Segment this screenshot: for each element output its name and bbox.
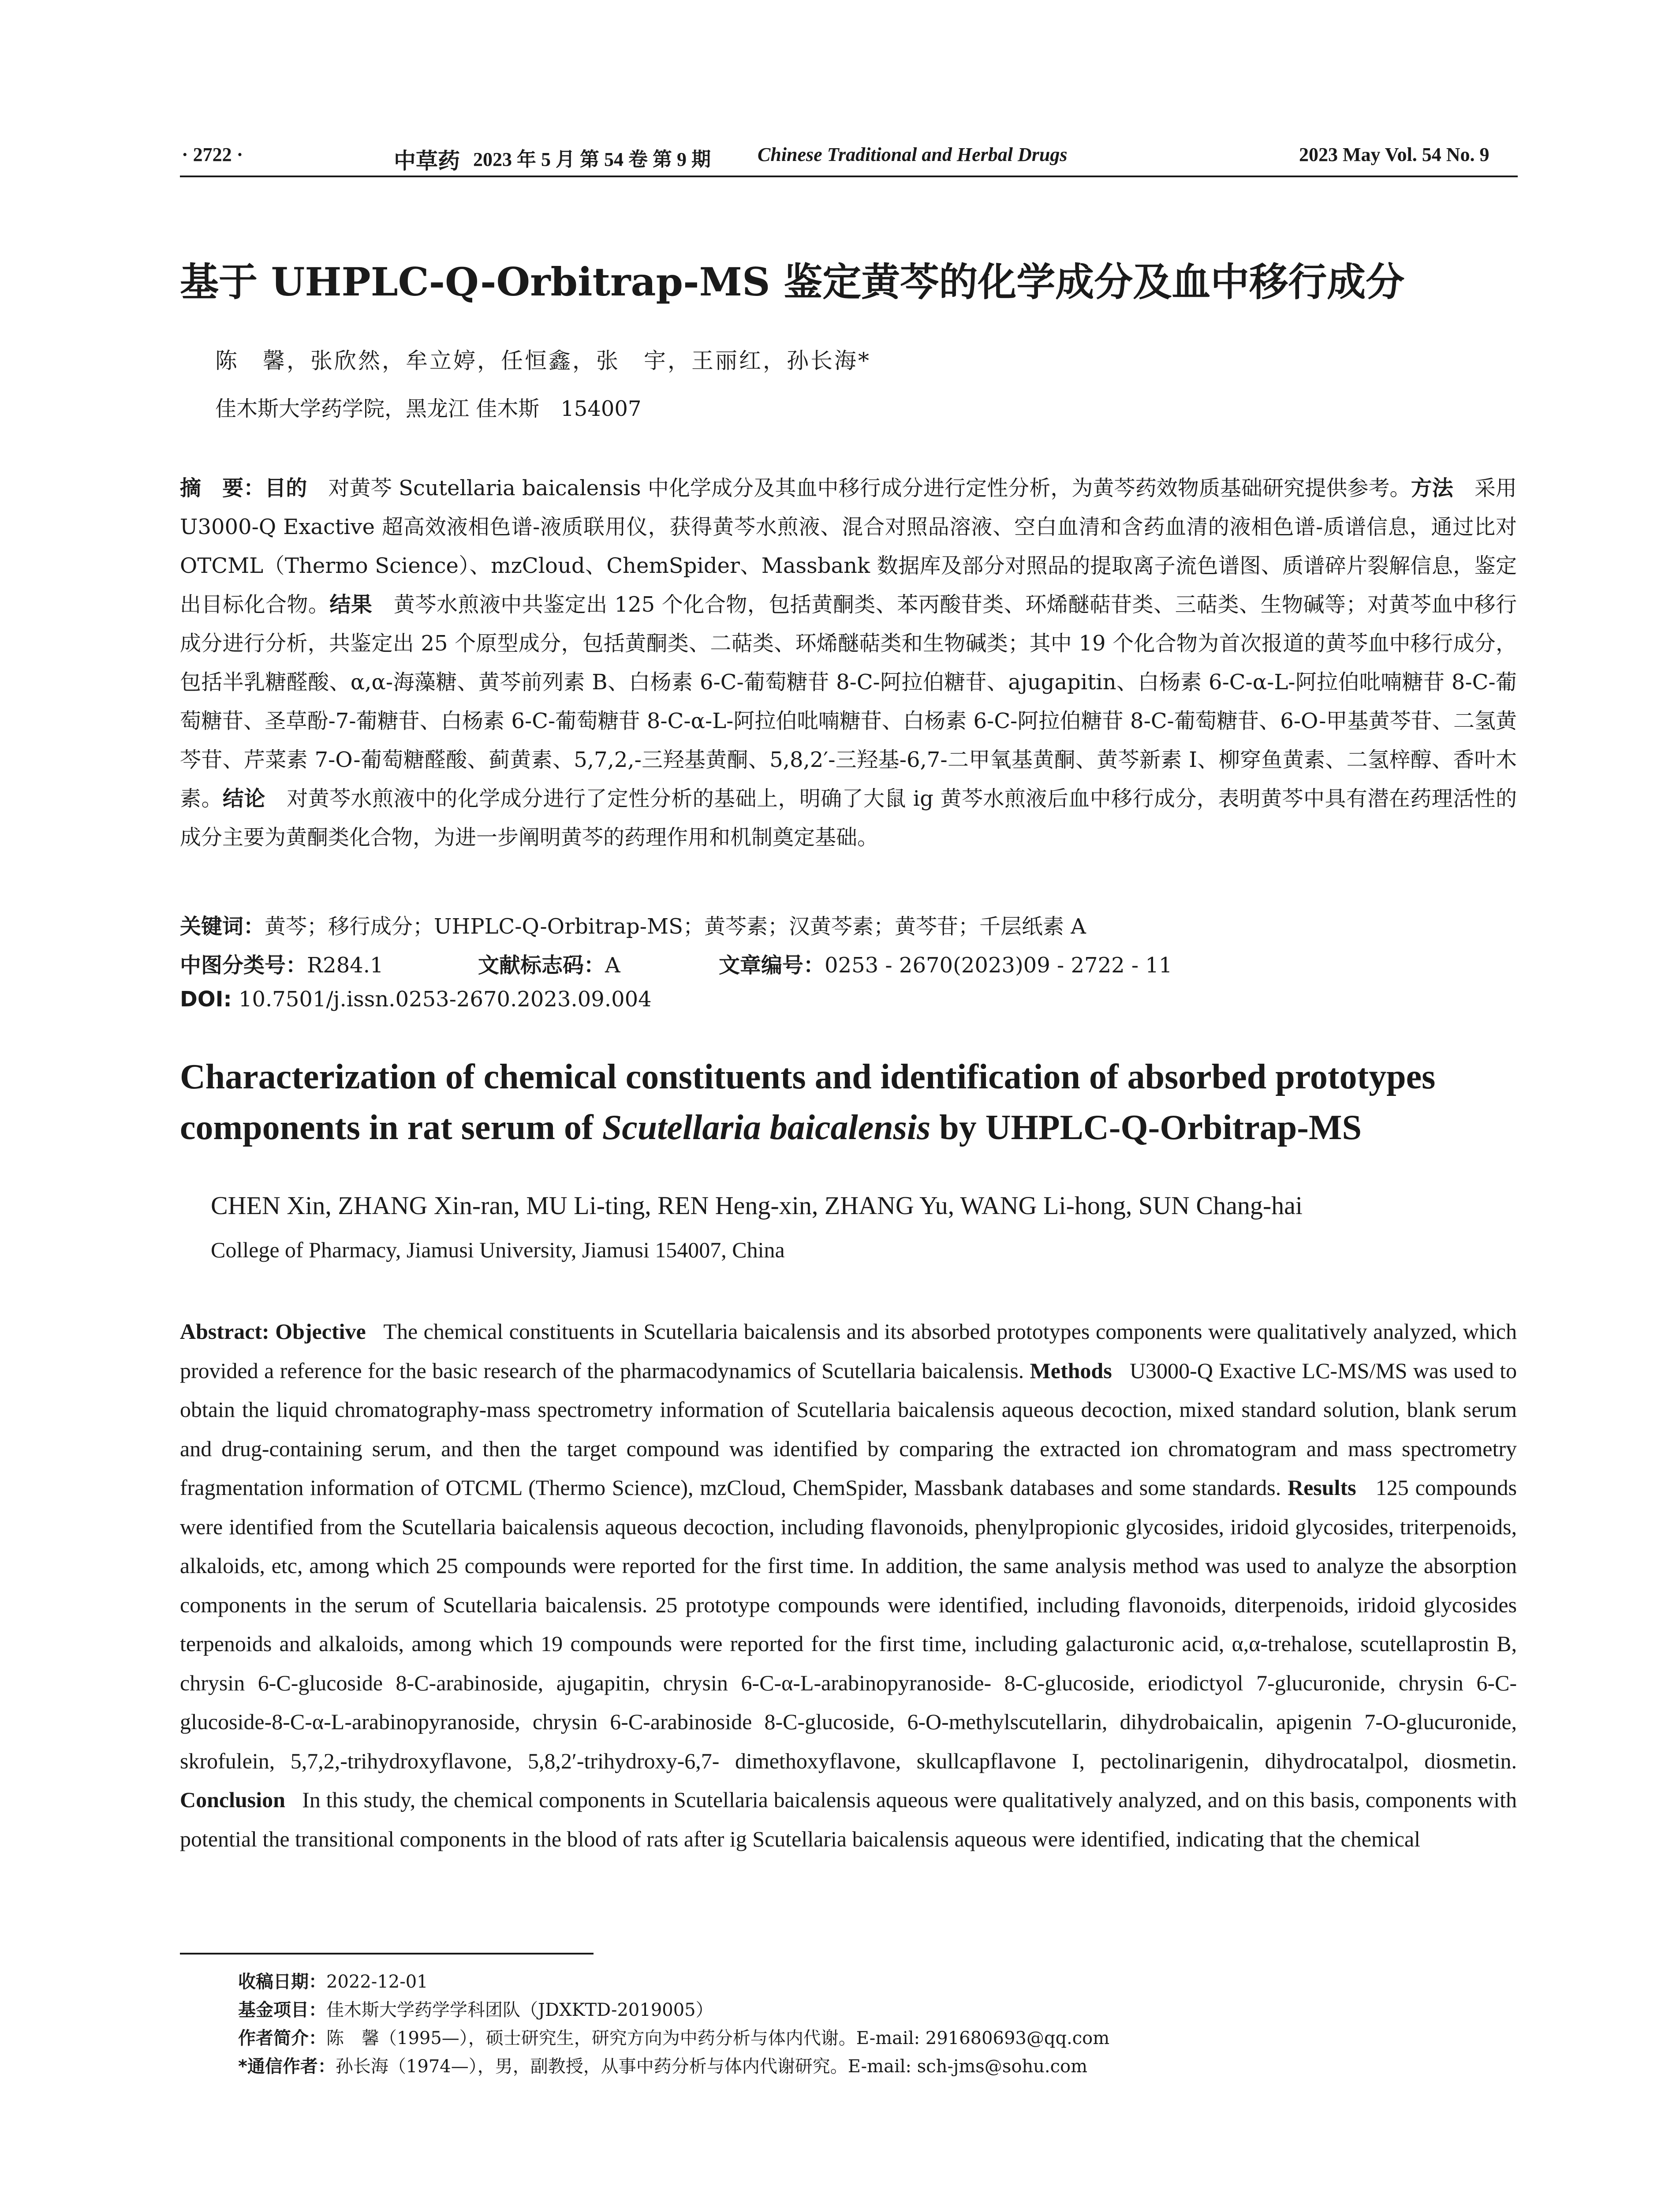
english-title-pre: components in rat serum of [180,1108,602,1147]
article-id-label: 文章编号： [719,953,825,978]
english-abstract [180,1312,1517,1858]
results-label-cn: 结果 [329,592,373,617]
english-title-species: Scutellaria baicalensis [602,1108,931,1147]
keywords-label: 关键词： [180,914,265,939]
footnote-divider [180,1953,594,1955]
clc-code: R284.1 [307,953,384,978]
author-bio-label: 作者简介： [238,2028,326,2048]
english-title-line2 [180,1102,1547,1153]
received-label: 收稿日期： [238,1972,326,1992]
journal-name-cn: 中草药 [394,148,460,174]
objective-label-cn: 目的 [265,476,307,501]
keywords: 黄芩；移行成分；UHPLC-Q-Orbitrap-MS；黄芩素；汉黄芩素；黄芩苷；千层纸素 A [265,914,1086,939]
english-affiliation: College of Pharmacy, Jiamusi University, Jiamusi 154007, China [211,1237,785,1262]
header-divider [180,176,1518,177]
abstract-label-en: Abstract: Objective [180,1319,366,1344]
article-id-cell [719,948,1172,979]
author-bio: 陈 馨（1995—），硕士研究生，研究方向为中药分析与体内代谢。E-mail: 291680693@qq.com [326,2028,1110,2048]
clc-cell [180,948,384,979]
doi: 10.7501/j.issn.0253-2670.2023.09.004 [238,987,652,1012]
fund-label: 基金项目： [238,2000,326,2020]
methods-label-cn: 方法 [1411,476,1453,501]
methods-label-en: Methods [1030,1358,1112,1383]
keywords-line [180,909,1086,940]
footnote-corresponding [238,2052,1109,2081]
results-label-en: Results [1287,1475,1356,1500]
abstract-label-cn: 摘 要： [180,476,265,501]
objective-text-cn: 对黄芩 Scutellaria baicalensis 中化学成分及其血中移行成分进行定性分析，为黄芩药效物质基础研究提供参考。 [328,476,1411,501]
received-date: 2022-12-01 [326,1972,428,1992]
doc-code-cell [478,948,620,979]
journal-name-en: Chinese Traditional and Herbal Drugs [758,144,1068,165]
footnotes [238,1968,1109,2081]
conclusion-text-cn: 对黄芩水煎液中的化学成分进行了定性分析的基础上，明确了大鼠 ig 黄芩水煎液后血中移行成分，表明黄芩中具有潜在药理活性的成分主要为黄酮类化合物，为进一步阐明黄芩的药理作用和机制奠定基础。 [180,786,1517,850]
footnote-author [238,2024,1109,2052]
page-number: · 2722 · [182,144,243,165]
corresponding-label: *通信作者： [238,2056,336,2077]
fund-text: 佳木斯大学药学学科团队（JDXKTD-2019005） [326,2000,713,2020]
journal-issue-en: 2023 May Vol. 54 No. 9 [1299,144,1490,165]
chinese-title: 基于 UHPLC-Q-Orbitrap-MS 鉴定黄芩的化学成分及血中移行成分 [180,259,1405,305]
english-authors: CHEN Xin, ZHANG Xin-ran, MU Li-ting, REN Heng-xin, ZHANG Yu, WANG Li-hong, SUN Chang-hai [211,1191,1303,1220]
classification-line [180,948,1415,978]
article-id: 0253 - 2670(2023)09 - 2722 - 11 [825,953,1172,978]
chinese-authors: 陈 馨，张欣然，牟立婷，任恒鑫，张 宇，王丽红，孙长海* [215,348,871,374]
english-title-post: by UHPLC-Q-Orbitrap-MS [930,1108,1362,1147]
conclusion-text-en: In this study, the chemical components in Scutellaria baicalensis aqueous were qualitatively analyzed, and on this basis, components with potential the transitional components in the blood of rats after ig Scutellaria baicalensis aqueous were identified, indicating that the chemical [180,1787,1517,1851]
corresponding-author: 孙长海（1974—），男，副教授，从事中药分析与体内代谢研究。E-mail: sch-jms@sohu.com [335,2056,1088,2077]
chinese-abstract [180,469,1517,857]
doc-code: A [605,953,620,978]
doi-line [180,987,652,1012]
methods-text-cn: 采用 U3000-Q Exactive 超高效液相色谱-液质联用仪，获得黄芩水煎液、混合对照品溶液、空白血清和含药血清的液相色谱-质谱信息，通过比对 OTCML（Thermo Science）、mzCloud、ChemSpider、Massbank 数据库及部分对照品的提取离子流色谱图、质谱碎片裂解信息，鉴定出目标化合物。 [180,476,1517,617]
doi-label: DOI: [180,987,232,1012]
objective-text-en: The chemical constituents in Scutellaria baicalensis and its absorbed prototypes components were qualitatively analyzed, which provided a reference for the basic research of the pharmacodynamics of Scutellaria baicalensis. [180,1319,1517,1383]
methods-text-en: U3000-Q Exactive LC-MS/MS was used to obtain the liquid chromatography-mass spectrometry information of Scutellaria baicalensis aqueous decoction, mixed standard solution, blank serum and drug-containing serum, and then the target compound was identified by comparing the extracted ion chromatogram and mass spectrometry fragmentation information of OTCML (Thermo Science), mzCloud, ChemSpider, Massbank databases and some standards. [180,1358,1517,1500]
running-header [180,143,1518,174]
doc-code-label: 文献标志码： [478,953,605,978]
journal-issue-cn: 2023 年 5 月 第 54 卷 第 9 期 [473,149,711,170]
clc-label: 中图分类号： [180,953,307,978]
conclusion-label-cn: 结论 [222,786,265,811]
conclusion-label-en: Conclusion [180,1787,285,1812]
footnote-fund [238,1996,1109,2024]
results-text-en: 125 compounds were identified from the Scutellaria baicalensis aqueous decoction, including flavonoids, phenylpropionic glycosides, iridoid glycosides, triterpenoids, alkaloids, etc, among which 25 compounds were reported for the first time. In addition, the same analysis method was used to analyze the absorption components in the serum of Scutellaria baicalensis. 25 prototype compounds were identified, including flavonoids, diterpenoids, iridoid glycosides terpenoids and alkaloids, among which 19 compounds were reported for the first time, including galacturonic acid, α,α-trehalose, scutellaprostin B, chrysin 6-C-glucoside 8-C-arabinoside, ajugapitin, chrysin 6-C-α-L-arabinopyranoside- 8-C-glucoside, eriodictyol 7-glucuronide, chrysin 6-C-glucoside-8-C-α-L-arabinopyranoside, chrysin 6-C-arabinoside 8-C-glucoside, 6-O-methylscutellarin, dihydrobaicalin, apigenin 7-O-glucuronide, skrofulein, 5,7,2,-trihydroxyflavone, 5,8,2′-trihydroxy-6,7- dimethoxyflavone, skullcapflavone I, pectolinarigenin, dihydrocatalpol, diosmetin. [180,1475,1517,1773]
english-title-line1: Characterization of chemical constituents and identification of absorbed prototypes [180,1058,1436,1096]
english-title [180,1052,1547,1153]
footnote-received [238,1968,1109,1996]
results-text-cn: 黄芩水煎液中共鉴定出 125 个化合物，包括黄酮类、苯丙酸苷类、环烯醚萜苷类、三萜类、生物碱等；对黄芩血中移行成分进行分析，共鉴定出 25 个原型成分，包括黄酮类、二萜类、环烯醚萜类和生物碱类；其中 19 个化合物为首次报道的黄芩血中移行成分，包括半乳糖醛酸、α,α-海藻糖、黄芩前列素 B、白杨素 6-C-葡萄糖苷 8-C-阿拉伯糖苷、ajugapitin、白杨素 6-C-α-L-阿拉伯吡喃糖苷 8-C-葡萄糖苷、圣草酚-7-葡糖苷、白杨素 6-C-葡萄糖苷 8-C-α-L-阿拉伯吡喃糖苷、白杨素 6-C-阿拉伯糖苷 8-C-葡萄糖苷、6-O-甲基黄芩苷、二氢黄芩苷、芹菜素 7-O-葡萄糖醛酸、蓟黄素、5,7,2,-三羟基黄酮、5,8,2′-三羟基-6,7-二甲氧基黄酮、黄芩新素 I、柳穿鱼黄素、二氢梓醇、香叶木素。 [180,592,1517,811]
chinese-affiliation: 佳木斯大学药学院，黑龙江 佳木斯 154007 [215,396,642,421]
